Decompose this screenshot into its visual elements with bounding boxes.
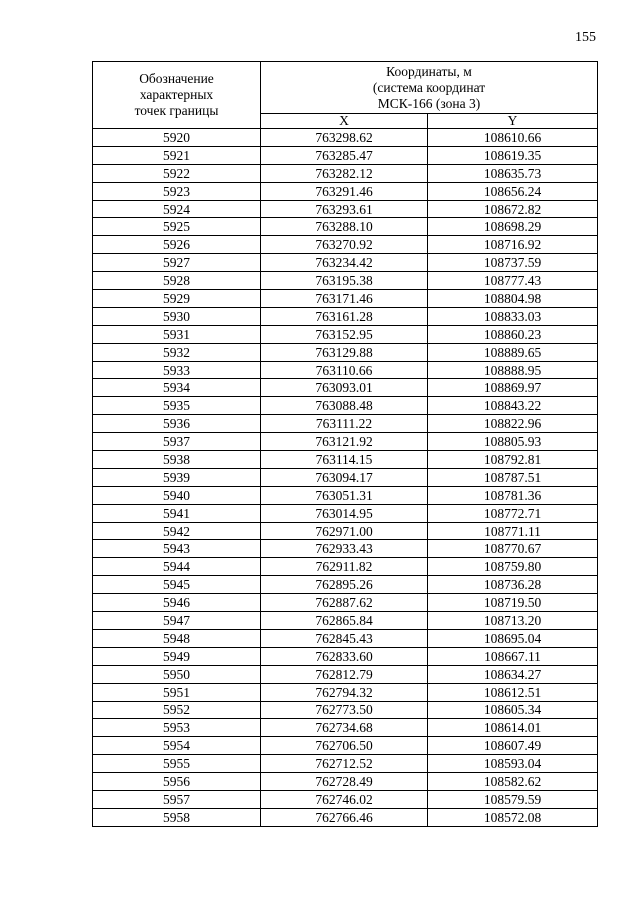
x-cell: 762911.82 (261, 558, 428, 576)
x-cell: 762887.62 (261, 594, 428, 612)
point-cell: 5927 (93, 254, 261, 272)
x-cell: 763129.88 (261, 343, 428, 361)
point-cell: 5934 (93, 379, 261, 397)
y-cell: 108582.62 (428, 773, 598, 791)
x-cell: 763293.61 (261, 200, 428, 218)
x-cell: 763298.62 (261, 129, 428, 147)
table-row (93, 164, 598, 182)
table-row (93, 719, 598, 737)
y-cell: 108667.11 (428, 647, 598, 665)
table-row (93, 254, 598, 272)
point-cell: 5946 (93, 594, 261, 612)
y-cell: 108833.03 (428, 307, 598, 325)
y-cell: 108719.50 (428, 594, 598, 612)
point-cell: 5923 (93, 182, 261, 200)
table-row (93, 129, 598, 147)
x-cell: 763094.17 (261, 468, 428, 486)
y-cell: 108698.29 (428, 218, 598, 236)
x-cell: 762895.26 (261, 576, 428, 594)
point-cell: 5940 (93, 486, 261, 504)
point-column-header (93, 62, 261, 129)
y-cell: 108772.71 (428, 504, 598, 522)
coords-header-line: (система координат (372, 79, 486, 95)
table-row (93, 200, 598, 218)
table-row (93, 361, 598, 379)
y-cell: 108716.92 (428, 236, 598, 254)
point-cell: 5920 (93, 129, 261, 147)
x-cell: 763291.46 (261, 182, 428, 200)
table-row (93, 665, 598, 683)
y-cell: 108777.43 (428, 272, 598, 290)
table-row (93, 182, 598, 200)
point-cell: 5944 (93, 558, 261, 576)
table-row (93, 468, 598, 486)
table-row (93, 325, 598, 343)
point-cell: 5929 (93, 290, 261, 308)
point-cell: 5952 (93, 701, 261, 719)
x-cell: 763093.01 (261, 379, 428, 397)
y-cell: 108787.51 (428, 468, 598, 486)
table-row (93, 701, 598, 719)
table-row (93, 808, 598, 826)
y-cell: 108713.20 (428, 612, 598, 630)
point-cell: 5937 (93, 433, 261, 451)
x-cell: 763051.31 (261, 486, 428, 504)
x-cell: 763152.95 (261, 325, 428, 343)
table-row (93, 379, 598, 397)
y-cell: 108656.24 (428, 182, 598, 200)
point-cell: 5932 (93, 343, 261, 361)
x-cell: 762845.43 (261, 629, 428, 647)
point-cell: 5926 (93, 236, 261, 254)
table-row (93, 737, 598, 755)
x-cell: 763014.95 (261, 504, 428, 522)
point-cell: 5956 (93, 773, 261, 791)
table-row (93, 307, 598, 325)
table-row (93, 522, 598, 540)
x-cell: 762933.43 (261, 540, 428, 558)
x-cell: 763288.10 (261, 218, 428, 236)
y-cell: 108635.73 (428, 164, 598, 182)
point-cell: 5931 (93, 325, 261, 343)
table-row (93, 773, 598, 791)
y-cell: 108737.59 (428, 254, 598, 272)
coordinates-table (92, 61, 598, 827)
table-row (93, 433, 598, 451)
table-row (93, 755, 598, 773)
y-cell: 108869.97 (428, 379, 598, 397)
x-cell: 763234.42 (261, 254, 428, 272)
x-cell: 763088.48 (261, 397, 428, 415)
y-column-header: Y (428, 114, 598, 129)
y-cell: 108610.66 (428, 129, 598, 147)
point-cell: 5948 (93, 629, 261, 647)
x-cell: 762865.84 (261, 612, 428, 630)
x-cell: 762712.52 (261, 755, 428, 773)
point-cell: 5939 (93, 468, 261, 486)
point-cell: 5947 (93, 612, 261, 630)
x-cell: 762773.50 (261, 701, 428, 719)
table-row (93, 790, 598, 808)
table-row (93, 540, 598, 558)
y-cell: 108770.67 (428, 540, 598, 558)
y-cell: 108593.04 (428, 755, 598, 773)
point-cell: 5953 (93, 719, 261, 737)
x-cell: 763110.66 (261, 361, 428, 379)
y-cell: 108614.01 (428, 719, 598, 737)
point-cell: 5949 (93, 647, 261, 665)
point-cell: 5943 (93, 540, 261, 558)
point-cell: 5921 (93, 146, 261, 164)
table-row (93, 629, 598, 647)
point-cell: 5933 (93, 361, 261, 379)
table-row (93, 576, 598, 594)
table-row (93, 504, 598, 522)
point-cell: 5945 (93, 576, 261, 594)
table-row (93, 558, 598, 576)
table-row (93, 218, 598, 236)
x-cell: 763161.28 (261, 307, 428, 325)
point-cell: 5951 (93, 683, 261, 701)
x-cell: 762728.49 (261, 773, 428, 791)
y-cell: 108889.65 (428, 343, 598, 361)
point-cell: 5938 (93, 451, 261, 469)
y-cell: 108888.95 (428, 361, 598, 379)
y-cell: 108792.81 (428, 451, 598, 469)
x-cell: 762734.68 (261, 719, 428, 737)
x-cell: 763171.46 (261, 290, 428, 308)
y-cell: 108695.04 (428, 629, 598, 647)
x-cell: 763195.38 (261, 272, 428, 290)
point-cell: 5957 (93, 790, 261, 808)
point-header-line: точек границы (134, 103, 219, 118)
y-cell: 108607.49 (428, 737, 598, 755)
y-cell: 108805.93 (428, 433, 598, 451)
x-column-header: X (261, 114, 428, 129)
point-cell: 5930 (93, 307, 261, 325)
point-cell: 5954 (93, 737, 261, 755)
y-cell: 108579.59 (428, 790, 598, 808)
table-row (93, 415, 598, 433)
point-cell: 5955 (93, 755, 261, 773)
point-header-line: характерных (139, 87, 214, 102)
table-row (93, 594, 598, 612)
y-cell: 108605.34 (428, 701, 598, 719)
y-cell: 108634.27 (428, 665, 598, 683)
point-cell: 5936 (93, 415, 261, 433)
table-row (93, 647, 598, 665)
y-cell: 108843.22 (428, 397, 598, 415)
table-header (93, 62, 598, 129)
y-cell: 108804.98 (428, 290, 598, 308)
point-cell: 5925 (93, 218, 261, 236)
coordinates-group-header (261, 62, 598, 114)
x-cell: 762833.60 (261, 647, 428, 665)
point-cell: 5958 (93, 808, 261, 826)
table-body (93, 129, 598, 827)
point-header-line: Обозначение (139, 71, 214, 86)
table-row (93, 343, 598, 361)
point-cell: 5922 (93, 164, 261, 182)
coords-header-line: Координаты, м (386, 63, 472, 79)
x-cell: 762706.50 (261, 737, 428, 755)
x-cell: 763114.15 (261, 451, 428, 469)
point-cell: 5935 (93, 397, 261, 415)
y-cell: 108860.23 (428, 325, 598, 343)
table-row (93, 486, 598, 504)
x-cell: 763282.12 (261, 164, 428, 182)
table-row (93, 272, 598, 290)
x-cell: 762794.32 (261, 683, 428, 701)
y-cell: 108781.36 (428, 486, 598, 504)
x-cell: 762812.79 (261, 665, 428, 683)
x-cell: 762766.46 (261, 808, 428, 826)
table-row (93, 451, 598, 469)
point-cell: 5950 (93, 665, 261, 683)
x-cell: 762746.02 (261, 790, 428, 808)
table-row (93, 236, 598, 254)
x-cell: 763111.22 (261, 415, 428, 433)
table-row (93, 290, 598, 308)
x-cell: 763121.92 (261, 433, 428, 451)
page-number: 155 (575, 30, 596, 45)
x-cell: 763270.92 (261, 236, 428, 254)
y-cell: 108771.11 (428, 522, 598, 540)
table-row (93, 683, 598, 701)
x-cell: 762971.00 (261, 522, 428, 540)
point-cell: 5942 (93, 522, 261, 540)
point-cell: 5924 (93, 200, 261, 218)
table-row (93, 397, 598, 415)
y-cell: 108672.82 (428, 200, 598, 218)
point-cell: 5928 (93, 272, 261, 290)
y-cell: 108759.80 (428, 558, 598, 576)
y-cell: 108572.08 (428, 808, 598, 826)
coords-header-line: МСК-166 (зона 3) (377, 95, 481, 111)
y-cell: 108822.96 (428, 415, 598, 433)
table-row (93, 612, 598, 630)
y-cell: 108619.35 (428, 146, 598, 164)
y-cell: 108736.28 (428, 576, 598, 594)
y-cell: 108612.51 (428, 683, 598, 701)
x-cell: 763285.47 (261, 146, 428, 164)
table-row (93, 146, 598, 164)
point-cell: 5941 (93, 504, 261, 522)
